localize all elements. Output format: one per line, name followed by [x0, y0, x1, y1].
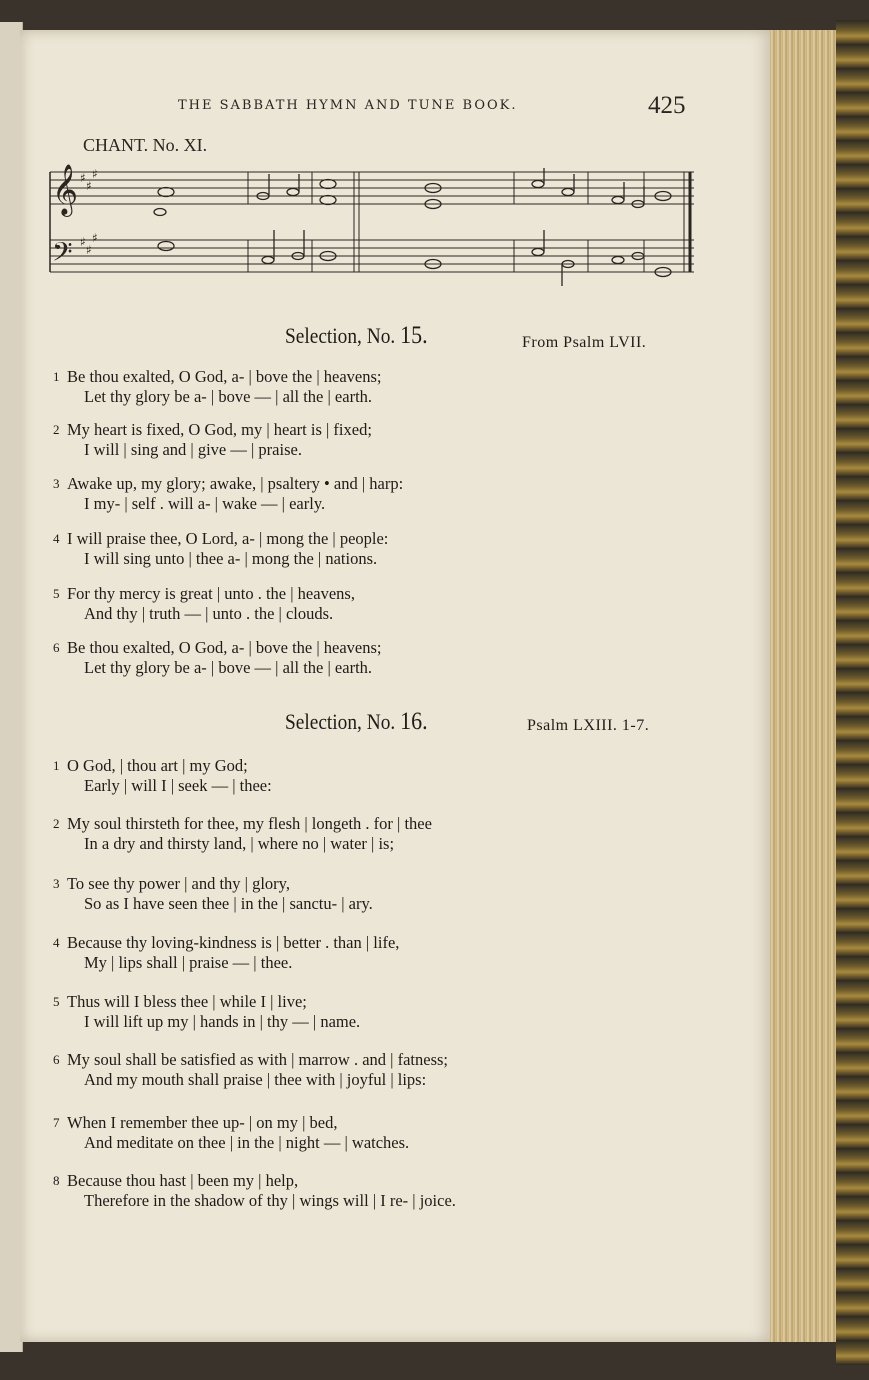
selection-16-title-prefix: Selection, No. — [285, 709, 401, 734]
selection-15-title-prefix: Selection, No. — [285, 323, 401, 348]
verse-line-2: And my mouth shall praise | thee with | joyful | lips: — [84, 1070, 427, 1089]
verse-line-1: When I remember thee up- | on my | bed, — [67, 1113, 338, 1132]
verse-number: 2 — [53, 816, 60, 831]
verse-line-2: I will sing unto | thee a- | mong the | nations. — [84, 549, 378, 568]
verse-number: 1 — [53, 758, 60, 773]
selection-16-title — [285, 708, 428, 736]
svg-text:♯: ♯ — [92, 231, 98, 245]
verse-line-2: I will | sing and | give — | praise. — [84, 440, 302, 459]
selection-15-number: 15. — [400, 322, 428, 349]
verse-line-2: And meditate on thee | in the | night — | watches. — [84, 1133, 410, 1152]
verse-line-1: For thy mercy is great | unto . the | heavens, — [67, 584, 355, 603]
book-cover-spine — [836, 20, 869, 1365]
verse-line-2: I my- | self . will a- | wake — | early. — [84, 494, 326, 513]
svg-text:♯: ♯ — [86, 243, 92, 257]
verse-line-2: Let thy glory be a- | bove — | all the | earth. — [84, 658, 373, 677]
verse-line-1: O God, | thou art | my God; — [67, 756, 248, 775]
chant-title: CHANT. No. XI. — [83, 135, 208, 155]
selection-16-number: 16. — [400, 708, 428, 735]
verse-line-1: Because thou hast | been my | help, — [67, 1171, 299, 1190]
verse-number: 8 — [53, 1173, 60, 1188]
verse-line-1: Thus will I bless thee | while I | live; — [67, 992, 307, 1011]
svg-text:♯: ♯ — [86, 179, 92, 193]
verse-number: 2 — [53, 422, 60, 437]
page-edges — [770, 30, 836, 1342]
verse-number: 5 — [53, 586, 60, 601]
verse-line-2: I will lift up my | hands in | thy — | name. — [84, 1012, 361, 1031]
verse-number: 1 — [53, 369, 60, 384]
selection-15-title — [285, 322, 428, 350]
verse-number: 3 — [53, 876, 60, 891]
verse-line-2: Early | will I | seek — | thee: — [84, 776, 272, 795]
verse-number: 5 — [53, 994, 60, 1009]
selection-16-psalm-ref: Psalm LXIII. 1-7. — [527, 717, 650, 734]
verse-number: 3 — [53, 476, 60, 491]
verse-number: 7 — [53, 1115, 60, 1130]
running-head: THE SABBATH HYMN AND TUNE BOOK. — [178, 98, 518, 113]
verse-line-2: Let thy glory be a- | bove — | all the | earth. — [84, 387, 373, 406]
verse-line-1: Because thy loving-kindness is | better . than | life, — [67, 933, 400, 952]
verse-number: 4 — [53, 935, 60, 950]
verse-line-1: Be thou exalted, O God, a- | bove the | heavens; — [67, 367, 382, 386]
svg-text:𝄢: 𝄢 — [52, 236, 73, 274]
verse-line-2: And thy | truth — | unto . the | clouds. — [84, 604, 334, 623]
chant-music-score — [48, 160, 700, 290]
verse-number: 6 — [53, 1052, 60, 1067]
svg-text:♯: ♯ — [92, 167, 98, 181]
verse-line-2: My | lips shall | praise — | thee. — [84, 953, 293, 972]
verse-line-2: Therefore in the shadow of thy | wings will | I re- | joice. — [84, 1191, 456, 1210]
verse-line-1: My soul thirsteth for thee, my flesh | longeth . for | thee — [67, 814, 432, 833]
verse-line-1: Be thou exalted, O God, a- | bove the | heavens; — [67, 638, 382, 657]
verse-line-1: My soul shall be satisfied as with | marrow . and | fatness; — [67, 1050, 448, 1069]
svg-text:♯: ♯ — [80, 235, 86, 249]
svg-text:♯: ♯ — [80, 171, 86, 185]
svg-text:𝄞: 𝄞 — [52, 164, 79, 215]
verse-number: 4 — [53, 531, 60, 546]
verse-line-1: Awake up, my glory; awake, | psaltery • and | harp: — [67, 474, 404, 493]
verse-number: 6 — [53, 640, 60, 655]
verse-line-1: My heart is fixed, O God, my | heart is | fixed; — [67, 420, 372, 439]
selection-15-psalm-ref: From Psalm LVII. — [522, 334, 647, 351]
verse-line-2: In a dry and thirsty land, | where no | water | is; — [84, 834, 395, 853]
verse-line-1: I will praise thee, O Lord, a- | mong the | people: — [67, 529, 389, 548]
verse-line-2: So as I have seen thee | in the | sanctu- | ary. — [84, 894, 373, 913]
page-number: 425 — [648, 92, 686, 119]
verse-line-1: To see thy power | and thy | glory, — [67, 874, 290, 893]
